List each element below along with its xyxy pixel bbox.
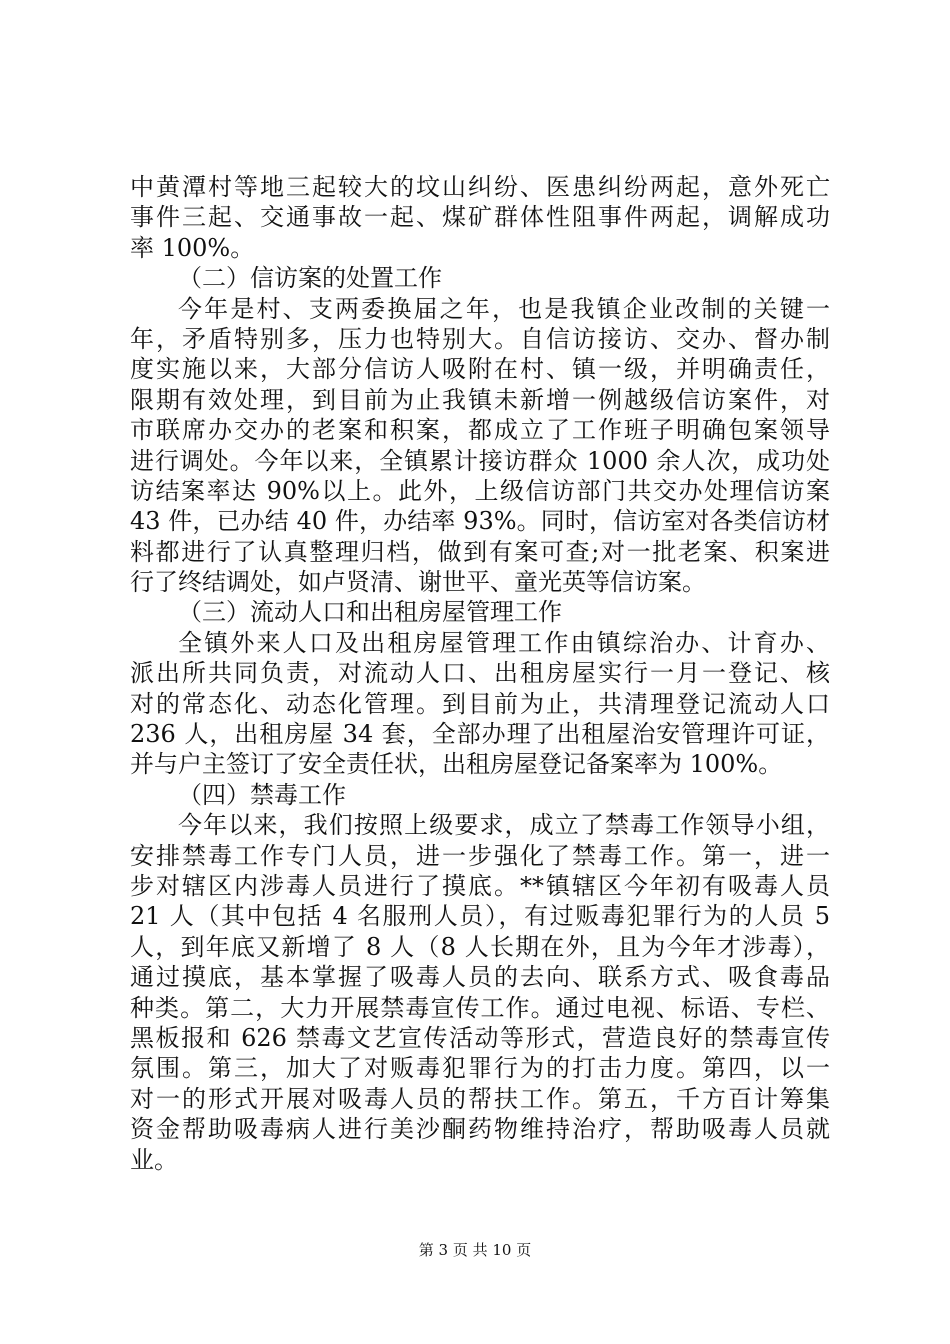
page-number-footer: 第 3 页 共 10 页	[418, 1241, 532, 1259]
body-line: 并与户主签订了安全责任状，出租房屋登记备案率为 100%。	[130, 750, 783, 779]
body-line: 安排禁毒工作专门人员，进一步强化了禁毒工作。第一，进一	[130, 841, 830, 870]
body-line: 通过摸底，基本掌握了吸毒人员的去向、联系方式、吸食毒品	[130, 963, 830, 992]
body-line: 中黄潭村等地三起较大的坟山纠纷、医患纠纷两起，意外死亡	[130, 173, 830, 201]
body-line: 行了终结调处，如卢贤清、谢世平、童光英等信访案。	[130, 568, 706, 597]
body-line: 度实施以来，大部分信访人吸附在村、镇一级，并明确责任，	[130, 355, 830, 384]
section-heading: （三）流动人口和出租房屋管理工作	[178, 598, 562, 627]
section-heading: （二）信访案的处置工作	[178, 264, 442, 293]
body-line: 步对辖区内涉毒人员进行了摸底。**镇辖区今年初有吸毒人员	[130, 871, 830, 900]
body-line: 人，到年底又新增了 8 人（8 人长期在外，且为今年才涉毒），	[130, 932, 830, 961]
body-line: 种类。第二，大力开展禁毒宣传工作。通过电视、标语、专栏、	[130, 993, 830, 1022]
body-line: 访结案率达 90%以上。此外，上级信访部门共交办处理信访案	[130, 476, 830, 505]
body-line: 限期有效处理，到目前为止我镇未新增一例越级信访案件，对	[130, 385, 830, 414]
body-line: 年，矛盾特别多，压力也特别大。自信访接访、交办、督办制	[130, 324, 830, 353]
body-line: 率 100%。	[130, 233, 255, 262]
body-line: 43 件，已办结 40 件，办结率 93%。同时，信访室对各类信访材	[130, 507, 830, 536]
body-line: 黑板报和 626 禁毒文艺宣传活动等形式，营造良好的禁毒宣传	[130, 1023, 830, 1052]
body-line: 21 人（其中包括 4 名服刑人员），有过贩毒犯罪行为的人员 5	[130, 902, 830, 931]
body-line: 事件三起、交通事故一起、煤矿群体性阻事件两起，调解成功	[130, 203, 830, 232]
paragraph-first-line: 今年是村、支两委换届之年，也是我镇企业改制的关键一	[178, 294, 830, 323]
body-line: 进行调处。今年以来，全镇累计接访群众 1000 余人次，成功处	[130, 446, 830, 475]
body-line: 对一的形式开展对吸毒人员的帮扶工作。第五，千方百计筹集	[130, 1084, 830, 1113]
document-body	[130, 172, 830, 1175]
body-line: 资金帮助吸毒病人进行美沙酮药物维持治疗，帮助吸毒人员就	[130, 1115, 830, 1144]
body-line: 氛围。第三，加大了对贩毒犯罪行为的打击力度。第四，以一	[130, 1054, 830, 1083]
body-line: 料都进行了认真整理归档，做到有案可查;对一批老案、积案进	[130, 537, 830, 566]
paragraph-first-line: 今年以来，我们按照上级要求，成立了禁毒工作领导小组，	[178, 811, 830, 840]
paragraph-first-line: 全镇外来人口及出租房屋管理工作由镇综治办、计育办、	[178, 628, 830, 657]
body-line: 市联席办交办的老案和积案，都成立了工作班子明确包案领导	[130, 416, 830, 445]
body-line: 派出所共同负责，对流动人口、出租房屋实行一月一登记、核	[130, 659, 830, 688]
section-heading: （四）禁毒工作	[178, 780, 346, 809]
body-line: 236 人，出租房屋 34 套，全部办理了出租屋治安管理许可证，	[130, 720, 830, 749]
body-line: 对的常态化、动态化管理。到目前为止，共清理登记流动人口	[130, 689, 830, 718]
body-line: 业。	[130, 1145, 178, 1174]
